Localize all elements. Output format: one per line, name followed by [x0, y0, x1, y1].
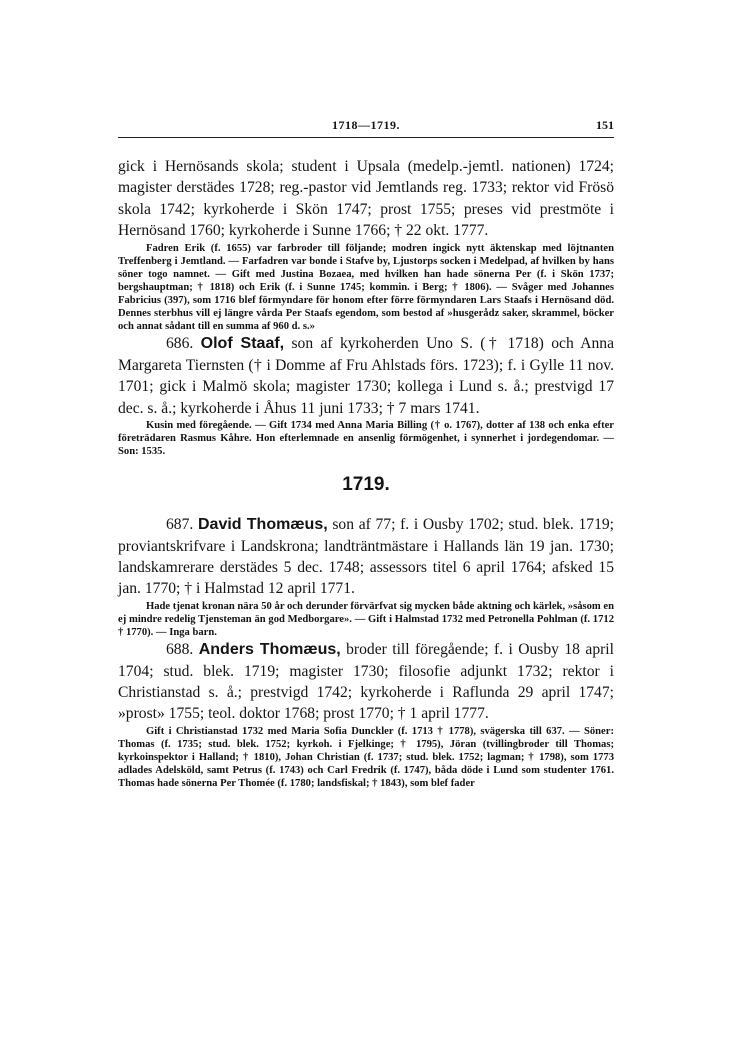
entry-number: 688.: [166, 641, 194, 659]
entry-name: Olof Staaf,: [200, 335, 285, 353]
entry-686-note: Kusin med föregående. — Gift 1734 med Anna Maria Billing († o. 1767), dotter af 138 och enka efter företrädaren Rasmus Kåhre. Hon efterlemnade en ansenlig förmögenhet, i synnerhet i jordegendomar. — Son: 1535.: [118, 419, 614, 458]
entry-number: 686.: [166, 335, 194, 353]
entry-687: [118, 514, 614, 600]
entry-688: [118, 639, 614, 725]
entry-number: 687.: [166, 516, 194, 534]
entry-text: son af 77; f. i Ousby 1702; stud. blek. 1719; proviantskrifvare i Landskrona; landträntmästare i Hallands län 19 jan. 1730; landskamrerare derstädes 5 dec. 1748; assessors titel 6 april 1764; afsked 15 jan. 1770; † i Halmstad 12 april 1771.: [118, 516, 614, 598]
section-year-heading: 1719.: [342, 474, 390, 496]
entry-text: broder till föregående; f. i Ousby 18 april 1704; stud. blek. 1719; magister 1730; filosofie adjunkt 1732; rektor i Christianstad s. å.; prestvigd 1742; kyrkoherde i Raflunda 29 april 1747; »prost» 1755; teol. doktor 1768; prost 1770; † 1 april 1777.: [118, 641, 614, 723]
page-body: [118, 156, 614, 790]
entry-688-note: Gift i Christianstad 1732 med Maria Sofia Dunckler (f. 1713 † 1778), svägerska till 637. — Söner: Thomas (f. 1735; stud. blek. 1752; kyrkoh. i Fjelkinge; † 1795), Jöran (tvillingbroder till Thomas; kyrkoinspektor i Halland; † 1810), Johan Christian (f. 1737; stud. blek. 1752; lagman; † 1798), som 1773 adlades Adelsköld, samt Petrus (f. 1743) och Carl Fredrik (f. 1747), båda döde i Lund som studenter 1761. Thomas hade sönerna Per Thomée (f. 1780; landsfiskal; † 1843), som blef fader: [118, 725, 614, 790]
header-rule: [118, 137, 614, 138]
entry-text: son af kyrkoherden Uno S. († 1718) och Anna Margareta Tiernsten († i Domme af Fru Ahlstads förs. 1723); f. i Gylle 11 nov. 1701; gick i Malmö skola; magister 1730; kollega i Lund s. å.; prestvigd 17 dec. s. å.; kyrkoherde i Åhus 11 juni 1733; † 7 mars 1741.: [118, 335, 615, 417]
book-page: [118, 118, 614, 790]
entry-687-note: Hade tjenat kronan nära 50 år och derunder förvärfvat sig mycken både aktning och kärlek, »såsom en ej mindre redelig Tjensteman än god Medborgare». — Gift i Halmstad 1732 med Petronella Pohlman (f. 1712 † 1770). — Inga barn.: [118, 600, 614, 638]
entry-name: David Thomæus,: [197, 516, 328, 534]
entry-name: Anders Thomæus,: [198, 641, 341, 659]
running-header: [118, 118, 614, 138]
entry-685-note: Fadren Erik (f. 1655) var farbroder till följande; modren ingick nytt äktenskap med löjtnanten Treffenberg i Jemtland. — Farfadren var bonde i Stafve by, Ljustorps socken i Medelpad, af hvilken by hans söner togo namnet. — Gift med Justina Bozaea, med hvilken han hade sönerna Per (f. i Skön 1737; bergshauptman; † 1818) och Erik (f. i Sunne 1745; kommin. i Berg; † 1806). — Svåger med Johannes Fabricius (397), som 1716 blef förmyndare för honom efter förre förmyndaren Lars Staafs i Hernösand död. Dennes sterbhus vill ej längre vårda Per Staafs egendom, som bestod af »husgerådz saker, skrammel, böcker och annat sådant till en summa af 960 d. s.»: [118, 242, 614, 333]
entry-685-continuation: gick i Hernösands skola; student i Upsala (medelp.-jemtl. nationen) 1724; magister derstädes 1728; reg.-pastor vid Jemtlands reg. 1733; rektor vid Frösö skola 1742; kyrkoherde i Skön 1747; prost 1755; preses vid prestmöte i Hernösand 1760; kyrkoherde i Sunne 1766; † 22 okt. 1777.: [118, 158, 614, 240]
entry-686: [118, 333, 614, 419]
page-number: 151: [596, 118, 614, 132]
running-title: 1718—1719.: [332, 118, 400, 132]
